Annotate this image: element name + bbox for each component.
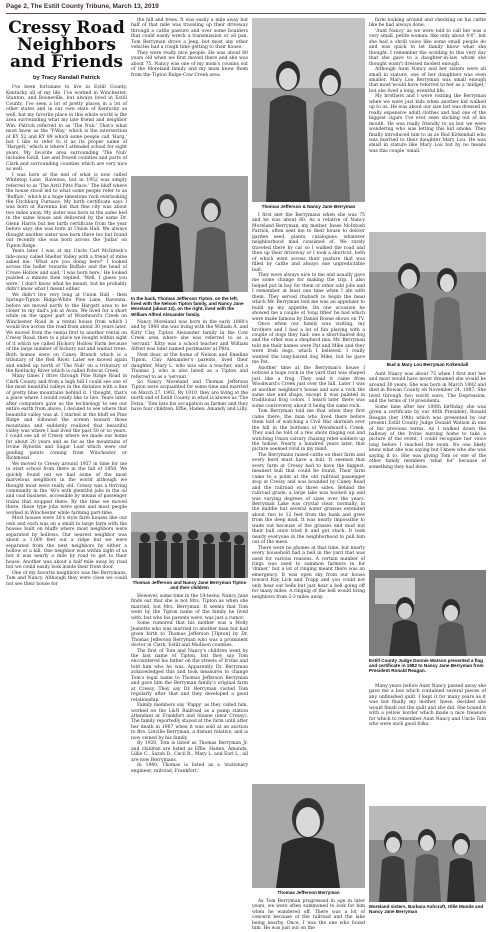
article-paragraph: Nancy Moreland was born in the early 1880's and by 1900 she was living with the William A. and Kitty Clay Tipton Alexander family in the Cow Creek area where she was referred to as a 'servant.' Kitty was a school teacher and William Alfred was later named postmaster at Pitts. — [131, 320, 248, 353]
article-column-1 — [6, 18, 127, 928]
article-paragraph: Although Aunt Nancy and her sisters were all small in stature, one of her daughters was even smaller. Mary Lou Berryman was small enough that most would have referred to her as a 'midget,' but she lived a long, eventful life. — [369, 67, 486, 94]
caption-judge-watson: Estill County Judge Donnie Watson presented a flag and certificate in 1982 to Nancy Jane Berryman from President Ronald Reagan. — [369, 658, 484, 674]
article-paragraph: However, some time in the 19-teens, Nancy Jane finds out that she is not Mrs. Tipton as when she married, but Mrs. Berryman. It seems that Tom went by the Tipton name of the family he lived with, but who his parents were, was just a rumor. — [131, 594, 248, 621]
photo-judge-watson — [369, 570, 486, 656]
masthead-rule — [6, 13, 486, 14]
article-paragraph: the hill and trees. It was easily a mile away but half of that mile was traveling up their driveway through a cattle pasture and over some boulders that could easily wreck a transmission or oil pan. Tom Berryman drove a Jeep, but most any other vehicles had a rough time getting to their house. — [131, 18, 248, 51]
photo-berryman-family — [131, 512, 248, 578]
article-paragraph: I was born at the end of what is now called Whitetop Lane, Ravenna, but in 1952 was simply referred to as 'The Avril Pitts Place.' The bluff where the house stood led to what some people refer to as 'Buffalo,' which is a huge limestone rock overlooking the Fitchburg Furnace. My birth certificate says I was born at Ravenna but that fine city was about two miles away. My sister was born in the same bed in the same house and delivered by the same Dr. Glenn Harris but her birth certificate from the year before says she was born at Union Hall. We always thought another sister was born there too but found out recently she was born across the 'Judas' on Tipton Ridge. — [6, 172, 127, 249]
article-paragraph: Years later, I was at my Uncle Carl McIntosh's tide-away called Shelter Valley with a friend of mine asked me, 'What are you doing here?' I looked across the holler towards Buffalo and the head of Crowe Hollow and said, 'I was born here.' He looked puzzled a minute then replied, 'Well, I guess you were.' I don't know what he meant, but he probably didn't know what I meant either. — [6, 249, 127, 293]
article-paragraph: 'Aunt Nancy' as we were told to call her was a very small, petite woman, like only about 4'6", but she had a shrill voice like some small people do and was quick to let family know what she thought. I remember the scolding to this very day that she gave to a daughter-in-law whom she thought wasn't dressed modest enough. — [369, 28, 486, 67]
col1-body — [6, 85, 127, 587]
article-paragraph: Some rumored that his mother was a Molly Jeanette who was married to another man but had given birth to Thomas Jefferson [Tipton] by Dr. Thomas Jefferson Berryman who was a prominent doctor in Clark, Estill and Madison counties. — [131, 621, 248, 649]
article-paragraph: Many times I drive through Pine Ridge Road in Clark County and from a high hill I could see one of the most beautiful valleys in the distance with a line of pretty blue mountains behind it. I thought, that's a place where I would really like to live. Years later, after computers gave us the technology to see our entire earth from above, I decided to see where that beautiful valley was at. I started at the bluff on Pine Ridge and followed the screen toward those mountains and suddenly realized that beautiful valley was where I had lived the past 50 or so years. I could see all of Cressy where we made our home for about 20 years and as far as the mountains of Irvine Rynolds and Sugar Loaf which were our guiding points coming from Winchester or Richmond. — [6, 374, 127, 462]
article-paragraph: As Tom Berryman progressed in age in later years, we were often summoned to look for him when he wandered off. There was a lot of concern because of the railroad and the lake being nearby. Once, I was the one who found him. He was just out on the — [252, 899, 365, 932]
caption-thomas-berryman: Thomas Jefferson Berryman — [277, 890, 340, 895]
article-paragraph: My brothers and I were visiting the Berryman when we were just kids when another kid walked up to us. He was about our size but was dressed in really expensive adult clothes and had one of the biggest cigars I've ever seen sticking out of his mouth. He was really friendly to us but we were wondering who was letting this kid smoke. They finally introduced him to us as Bud Kirkendall who was married to their daughter Mary Lou. He was small in stature like Mary Lou but by no means was this couple 'small.' — [369, 94, 486, 154]
article-byline: by Tracy Randall Patrick — [32, 75, 101, 81]
article-paragraph: Another time at the Berryman's house I noticed a huge rock in the yard that was shaped just like a frog. They said it came from Woodward's Creek just over the hill. Later I was at another neighbor's house and saw a rock the same size and shape, except it was painted in traditional frog colors. I heard later there was some controversy about it being the same rock. — [252, 365, 365, 409]
article-paragraph: Tom Berryman told me that when they first came there, the man who lived there before them told of watching a Civil War skirmish over the hill in the bottoms of Woodward's Creek. They said he told of a few shots ringing out and watching Union calvary chasing rebel soldiers up the hollow. Nearly a hundred years later, that picture seemed vivid in my mind. — [252, 409, 365, 453]
article-column-2-bottom — [131, 594, 248, 928]
article-title: Cressy Road Neighbors and Friends — [8, 18, 125, 72]
article-paragraph: We moved to Cressy around 1957 in time for me to start school from there in the fall of 1958. We quickly found out we had some of the most marvelous neighbors in the world although we thought most were really old. Cressy was a thriving community in the '40's with plentiful jobs in the oil and coal business, accessible by means of passenger trains that stopped there. By the time we moved there, those type jobs were gone and most people worked in Winchester while farming part-time. — [6, 461, 127, 516]
article-paragraph: Most houses were 30's style farm houses like our own and each was on a small to large farm with the houses built on bluffs where most neighbors were separated by hollows. Our nearest neighbor was about a 1,000 feet out a ridge but we were separated from the next neighbors by either a hollow or a hill. One neighbor was within sight of us but it was nearly a mile by road to get to their house. Another was about a half mile away by road but we could easily look inside their front door. — [6, 516, 127, 571]
article-paragraph: Once when our family was visiting, my brothers and I had a lot of fun playing with a couple of dogs they had: one a short-haired dog and the other was a shepherd mix. Mr. Berryman told me their names were Pat and Mike and they were Irish dogs, which I believed. I really wanted the long-haired dog Mike, but he gave me Pat. — [252, 322, 365, 366]
article-column-3-top — [252, 213, 365, 781]
caption-berryman-family: Thomas Jefferson and Nancy Jane Berryman Tipton and their children — [132, 580, 247, 591]
photo-tipton-moreland — [131, 176, 248, 292]
article-paragraph: They were always nice to me and usually gave me some change for making the trip. I also helped put in hay for them or other odd jobs and I remember at least one time when I ate with them. They served rhubarb to begin the meal which Mr. Berryman told me was an appetizer to build up my appetite. On one occasion he showed me a couple of 'long rifles' he had which were made famous by Daniel Boone shows on TV. — [252, 272, 365, 322]
article-paragraph: Many years before Aunt Nancy passed away she gave me a box which contained several pieces of any unfinished quilt. I kept it for many years as it was but finally my mother, Inese, decided she would finish out the quilt and she did. She bound it with a yellow border which made a nice treasure for which to remember Aunt Nancy and Uncle Tom who were such good folks. — [369, 684, 487, 728]
caption-berryman-couple: Thomas Jefferson & Nancy Jane Berryman — [261, 204, 356, 209]
article-paragraph: I've been fortunate to live in Estill County, Kentucky all of my life. I've worked in Winchester, Stanton, and Booneville, but always lived in Estill County. I've seen a lot of pretty places in a lot of other states and in our own state of Kentucky as well, but my favorite place in this whole world is the area surrounding what my late friend and neighbor Wm. Patrick referred to as 'The Nub.' That's what most know as the 'Y-Way,' which is the intersection of KY 52 and KY 89 which some people call 'Harg,' but I like to refer to it as its proper name of 'Hargett,' which is where I attended school for eight years. My favorite area surrounding 'The Nub' includes Estill, Lee and Powell counties and parts of Clark and surrounding counties which are very nice as well. — [6, 85, 127, 173]
article-paragraph: I first met the Berrymans when she was 75 and he was about 80. As a relative of Nancy Moreland Berryman, my mother, Inese McIntosh Patrick, often sent me to their house to deliver garden seed, plants, catalogues, whatever neighborhood mail consisted of. We rarely traveled there by car so I walked the road and then up their driveway or I took a shortcut, both of which went across their pasture that was filled by cattle and always one unpredictable bull. — [252, 213, 365, 273]
article-column-4-top — [369, 18, 486, 228]
article-paragraph: They were really nice people. He was about 80 years old when we first moved there and she was about 75. Nancy was one of my mom's cousins out of the Moreland family and my mom knew them from the Tipton Ridge-Cow Creek area. — [131, 50, 248, 78]
photo-moreland-sisters — [369, 806, 486, 902]
caption-tipton-moreland: In the back, Thomas Jefferson Tipton, on the left, lived with the Nelson Tipton family, and Nancy Jane Moreland (about 13), on the right, lived with the William Alfred Alexander family. — [131, 296, 244, 317]
article-paragraph: In 1940, Thomas is listed as a 'stationary engineer, railroad, Frankfort.' — [131, 763, 248, 774]
article-column-2-middle — [131, 320, 248, 508]
article-paragraph: farm looking around and checking on his cattle like he had always done. — [369, 18, 486, 29]
photo-thomas-berryman — [252, 784, 365, 888]
caption-moreland-sisters: Moreland sisters, Barbara Ashcraft, Ollie Munde and Nancy Jane Berryman — [369, 904, 484, 915]
article-paragraph: Next door, at the home of Nelson and Emeline Tipton, Clay Alexander's parents, lived their daughter, Mary L. who was also a teacher, and a Thomas J. who is also listed as a Tipton and referred to as a 'servant.' — [131, 352, 248, 380]
masthead: Page 2, The Estill County Tribune, March 13, 2019 — [6, 3, 159, 10]
photo-kirkendall — [369, 232, 486, 360]
article-paragraph: The first of Tom and Nancy's children went by the last name of Tipton, but they say Tom encountered his father on the streets of Irvine and told him who he was. Apparently Dr. Berryman acknowledged this and took measures to change Tom's legal name to Thomas Jefferson Berryman and gave him the Berryman family's original farm at Cressy. They say Dr. Berryman visited Tom regularly after that and they developed a good relationship. — [131, 648, 248, 703]
article-column-4-lower — [369, 684, 486, 802]
photo-berryman-couple — [252, 18, 365, 202]
article-paragraph: One of my favorite neighbors was the Berrymans, Tom and Nancy. Although they were close we could not see their house for — [6, 570, 127, 587]
article-paragraph: Family members say 'Pappy' as they called him, worked on the L&N Railroad as a pump station attendant at Frankfort and Sloane (near Cressy). The family reportedly stayed at the farm until after her death in 1987 when it was sold at an auction to Bro. Linville Berryman, a distant relative, and is now owned by his family. — [131, 703, 248, 741]
article-paragraph: By 1920, Tom is listed as Thomas Berryman Jr. and children are listed as Effie, Haden, Amanda, Lillie C., Sarah D., Cecil R., Mary L. and Earl L., all are now Berrymans. — [131, 741, 248, 763]
article-paragraph: The Berrymans raised cattle on their farm and every herd must have a bull. It seemed that every farm at Cressy had to have the biggest, meanest bull that could be found. Their farm came to a point at the old railroad passenger stop at Cressy and was bounded by Caney Road and the railroad on three sides. Behind the railroad grade, a large lake was backed up and was varying degrees of sizes over the years. Berryman Lake was crystal clear, normally, in the middle but several water grasses extended about two to 12 feet from the bank and grew from the deep mud. It was nearly impossible to wade out because of the grasses and mud but their bull once tried it and got stuck. It took nearly everyone in the neighborhood to pull him out of the mess. — [252, 452, 365, 546]
article-column-2-top — [131, 18, 248, 172]
caption-kirkendall: Bud & Mary Lou Berryman Kirkendall — [386, 362, 469, 367]
article-paragraph: We didn't live very long at Union Hall - then Springs-Tipton Ridge-White Pine Lane, Ravenna, before we moved north to the Hargett area to be closer to my dad's job at Avon. We lived for a short while on the upper part of Woodward's Creek on Winchester Road in a rental house from which I would live across the road from about 30 years later. We moved from the rental first to another rental on Cressy Road, then to a place we bought within sight of it which we called Hickory Hollow Farm because of the large number of hickory nut and walnut trees. Both homes were on Caney Branch which is a tributary of the Red River. Later we moved again and ended up north of 'The Nub' on a tributary of the Kentucky River which is called Polecat Creek. — [6, 292, 127, 375]
article-paragraph: Aunt Nancy was about 75 when I first met her and most would have never dreamed she would be around 30 years. She was born in March 1882 and died in Rowan County on November 24, 1987. She lived through two world wars, The Depression, and the terms of 19 presidents. — [369, 372, 486, 405]
article-paragraph: Some time after her 100th birthday, she was given a certificate by our 40th President, Ronald Reagan (her 19th) which was presented by our present Estill County Judge Donald Watson in one of his previous terms. As I walked down the hallway of the Irvine nursing home to take a picture of the event, I could recognize her voice long before I reached the room. No one likely knew what she was saying but I knew who she was saying it to. She was giving Tom or one of the other family members 'what for' because of something they had done. — [369, 404, 486, 470]
article-paragraph: So Nancy Moreland and Thomas Jefferson Tipton were acquainted for some time and married on March 27, 1902. By 1910, they are living at the north end of Estill County in what is known as 'The Fetza.' Tom lists his occupation as farmer and they have four children, Effie, Haden, Amandy and Lilly. — [131, 379, 248, 413]
article-paragraph: There were no phones at that time, but nearly every household had a bell in the yard that was used for various reasons. A certain number of rings was used to summon farmers in for 'dinner,' but a lot of ringing meant there was an emergency. It was open sky from our house toward Ray Lick and Trapp and you could not only hear our bells but just hear a bell going off for many miles. A ringing of the bell would bring neighbors from 2-3 miles away. — [252, 545, 365, 600]
article-column-4-middle — [369, 372, 486, 568]
article-column-3-bottom — [252, 899, 365, 932]
